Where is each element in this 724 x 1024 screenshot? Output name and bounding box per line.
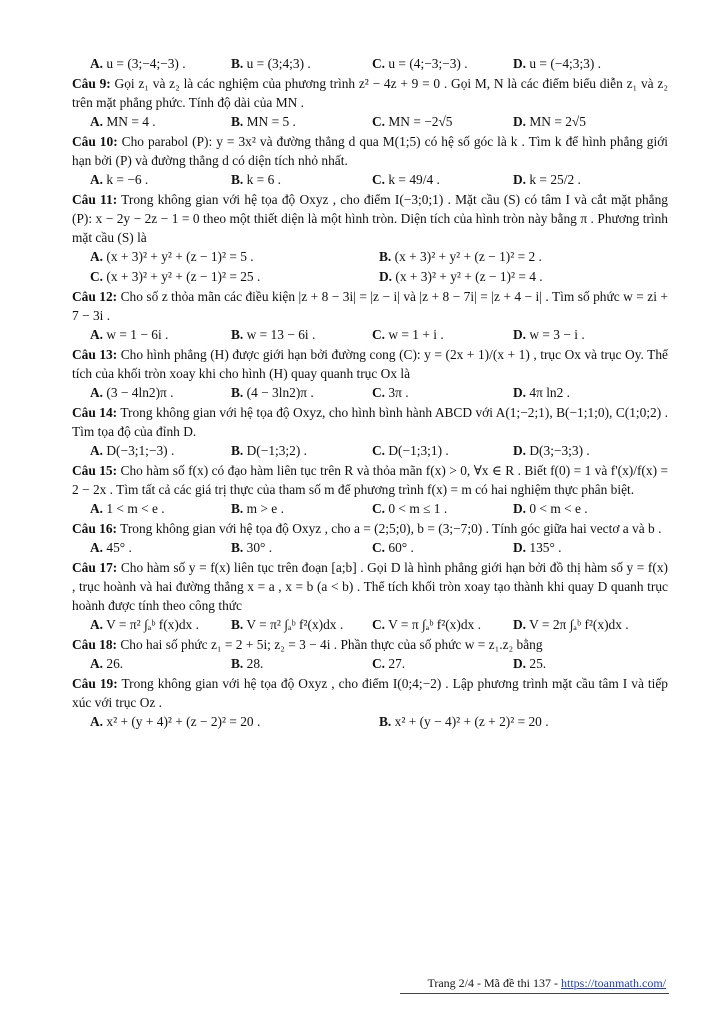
q13-option-a: A. (3 − 4ln2)π .: [90, 385, 174, 400]
q15-option-d: D. 0 < m < e .: [513, 501, 588, 516]
q12-option-d: D. w = 3 − i .: [513, 327, 585, 342]
q16-option-c: C. 60° .: [372, 540, 414, 555]
question-14: Câu 14: Trong không gian với hệ tọa độ Oxyz, cho hình bình hành ABCD với A(1;−2;1), B(−1;1;0), C(1;0;2) . Tìm tọa độ của đỉnh D.: [72, 405, 668, 439]
q12-option-b: B. w = 13 − 6i .: [231, 327, 316, 342]
q16-option-a: A. 45° .: [90, 540, 132, 555]
q9-option-b: B. MN = 5 .: [231, 114, 296, 129]
q10-option-c: C. k = 49/4 .: [372, 172, 440, 187]
question-18: Câu 18: Cho hai số phức z₁ = 2 + 5i; z₂ = 3 − 4i . Phần thực của số phức w = z₁.z₂ bằng: [72, 637, 543, 652]
q9-options: [72, 112, 668, 131]
q14-option-c: C. D(−1;3;1) .: [372, 443, 449, 458]
q9-option-a: A. MN = 4 .: [90, 114, 156, 129]
q13-option-c: C. 3π .: [372, 385, 409, 400]
q13-options: [72, 383, 668, 402]
q10-option-d: D. k = 25/2 .: [513, 172, 581, 187]
question-13: Câu 13: Cho hình phẳng (H) được giới hạn bởi đường cong (C): y = (2x + 1)/(x + 1) , trục Ox và trục Oy. Thể tích của khối tròn xoay khi cho hình (H) quay quanh trục Ox là: [72, 347, 668, 381]
q15-option-a: A. 1 < m < e .: [90, 501, 165, 516]
q11-option-a: A. (x + 3)² + y² + (z − 1)² = 5 .: [90, 249, 254, 264]
q16-option-d: D. 135° .: [513, 540, 562, 555]
q8-option-c: C. u = (4;−3;−3) .: [372, 56, 468, 71]
exam-content: [72, 54, 668, 732]
q16-options: [72, 538, 668, 557]
q10-option-a: A. k = −6 .: [90, 172, 149, 187]
q11-option-b: B. (x + 3)² + y² + (z − 1)² = 2 .: [379, 249, 542, 264]
q16-option-b: B. 30° .: [231, 540, 273, 555]
q11-option-c: C. (x + 3)² + y² + (z − 1)² = 25 .: [90, 269, 261, 284]
question-11: Câu 11: Trong không gian với hệ tọa độ Oxyz , cho điểm I(−3;0;1) . Mặt cầu (S) có tâm I và cắt mặt phẳng (P): x − 2y − 2z − 1 = 0 theo một thiết diện là một hình tròn. Diện tích của hình tròn này bằng π . Phương trình mặt cầu (S) là: [72, 192, 669, 245]
q17-options: [72, 615, 668, 634]
q14-option-a: A. D(−3;1;−3) .: [90, 443, 175, 458]
q14-options: [72, 441, 668, 460]
q10-option-b: B. k = 6 .: [231, 172, 281, 187]
q13-option-d: D. 4π ln2 .: [513, 385, 571, 400]
q19-option-b: B. x² + (y − 4)² + (z + 2)² = 20 .: [379, 714, 549, 729]
q12-option-a: A. w = 1 − 6i .: [90, 327, 169, 342]
q15-options: [72, 499, 668, 518]
q12-options: [72, 325, 668, 344]
q17-option-d: D. V = 2π ∫ₐᵇ f²(x)dx .: [513, 617, 629, 632]
question-17: Câu 17: Cho hàm số y = f(x) liên tục trên đoạn [a;b] . Gọi D là hình phẳng giới hạn bởi đồ thị hàm số y = f(x) , trục hoành và hai đường thẳng x = a , x = b (a < b) . Thể tích khối tròn xoay tạo thành khi quay D quanh trục hoành được tính theo công thức: [72, 560, 668, 613]
q19-options: [72, 712, 668, 731]
footer-divider: [400, 993, 669, 994]
q18-option-b: B. 28.: [231, 656, 264, 671]
q17-option-a: A. V = π² ∫ₐᵇ f(x)dx .: [90, 617, 199, 632]
q19-option-a: A. x² + (y + 4)² + (z − 2)² = 20 .: [90, 714, 261, 729]
q18-option-c: C. 27.: [372, 656, 406, 671]
q11-options-ab: [72, 247, 668, 266]
q11-option-d: D. (x + 3)² + y² + (z − 1)² = 4 .: [379, 269, 543, 284]
footer-link[interactable]: https://toanmath.com/: [561, 976, 666, 990]
q13-option-b: B. (4 − 3ln2)π .: [231, 385, 314, 400]
q18-option-a: A. 26.: [90, 656, 124, 671]
q18-option-d: D. 25.: [513, 656, 547, 671]
q9-option-c: C. MN = −2√5: [372, 114, 453, 129]
q14-option-b: B. D(−1;3;2) .: [231, 443, 308, 458]
q10-options: [72, 170, 668, 189]
q17-option-c: C. V = π ∫ₐᵇ f²(x)dx .: [372, 617, 481, 632]
q15-option-c: C. 0 < m ≤ 1 .: [372, 501, 448, 516]
q14-option-d: D. D(3;−3;3) .: [513, 443, 590, 458]
q12-option-c: C. w = 1 + i .: [372, 327, 444, 342]
q9-option-d: D. MN = 2√5: [513, 114, 586, 129]
q8-option-a: A. u = (3;−4;−3) .: [90, 56, 186, 71]
question-19: Câu 19: Trong không gian với hệ tọa độ Oxyz , cho điểm I(0;4;−2) . Lập phương trình mặt cầu tâm I và tiếp xúc với trục Oz .: [72, 676, 668, 710]
q17-option-b: B. V = π² ∫ₐᵇ f²(x)dx .: [231, 617, 344, 632]
q8-options: [72, 54, 668, 73]
question-16: Câu 16: Trong không gian với hệ tọa độ Oxyz , cho a = (2;5;0), b = (3;−7;0) . Tính góc giữa hai vectơ a và b .: [72, 521, 662, 536]
q18-options: [72, 654, 668, 673]
page-footer: [427, 974, 666, 993]
q11-options-cd: [72, 267, 668, 286]
q15-option-b: B. m > e .: [231, 501, 284, 516]
footer-text: Trang 2/4 - Mã đề thi 137 -: [427, 976, 561, 990]
question-9: Câu 9: Gọi z₁ và z₂ là các nghiệm của phương trình z² − 4z + 9 = 0 . Gọi M, N là các điểm biểu diễn z₁ và z₂ trên mặt phẳng phức. Tính độ dài của MN .: [72, 76, 668, 110]
question-12: Câu 12: Cho số z thỏa mãn các điều kiện |z + 8 − 3i| = |z − i| và |z + 8 − 7i| = |z + 4 − i| . Tìm số phức w = zi + 7 − 3i .: [72, 289, 668, 323]
question-15: Câu 15: Cho hàm số f(x) có đạo hàm liên tục trên R và thỏa mãn f(x) > 0, ∀x ∈ R . Biết f(0) = 1 và f'(x)/f(x) = 2 − 2x . Tìm tất cả các giá trị thực của tham số m để phương trình f(x) = m có hai nghiệm thực phân biệt.: [72, 463, 668, 497]
q8-option-b: B. u = (3;4;3) .: [231, 56, 311, 71]
question-10: Câu 10: Cho parabol (P): y = 3x² và đường thẳng d qua M(1;5) có hệ số góc là k . Tìm k để hình phẳng giới hạn bởi (P) và đường thẳng d có diện tích nhỏ nhất.: [72, 134, 668, 168]
q8-option-d: D. u = (−4;3;3) .: [513, 56, 602, 71]
